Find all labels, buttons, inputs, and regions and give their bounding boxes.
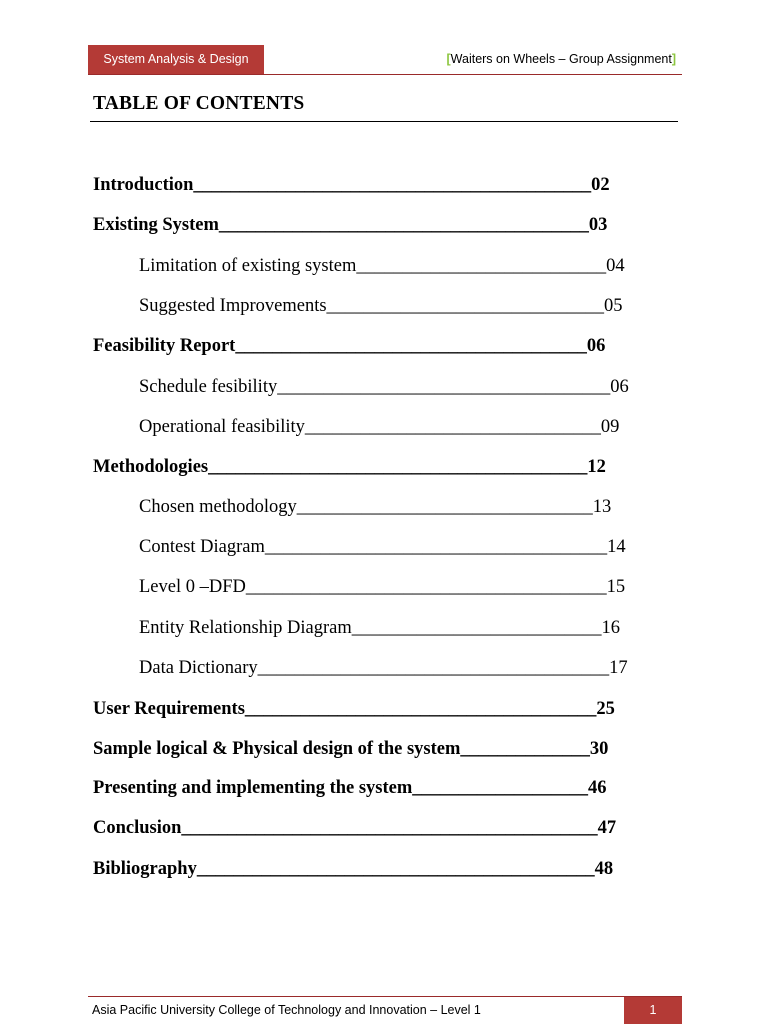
page-footer bbox=[88, 996, 682, 1024]
header-assignment-label: Waiters on Wheels – Group Assignment bbox=[450, 52, 672, 66]
toc-entry: Methodologies_________________________________________12 bbox=[93, 457, 606, 477]
toc-entry: Schedule fesibility____________________________________06 bbox=[139, 377, 629, 397]
toc-entry: Conclusion_____________________________________________47 bbox=[93, 818, 617, 838]
toc-entry: Feasibility Report______________________________________06 bbox=[93, 336, 606, 356]
toc-title: TABLE OF CONTENTS bbox=[93, 93, 305, 114]
footer-institution: Asia Pacific University College of Technology and Innovation – Level 1 bbox=[92, 1003, 481, 1017]
toc-entry: Entity Relationship Diagram___________________________16 bbox=[139, 618, 620, 638]
toc-entry: Sample logical & Physical design of the system______________30 bbox=[93, 739, 609, 759]
toc-entry: Level 0 –DFD_______________________________________15 bbox=[139, 577, 626, 597]
toc-entry: Chosen methodology________________________________13 bbox=[139, 497, 612, 517]
toc-entry: Presenting and implementing the system___________________46 bbox=[93, 778, 607, 798]
toc-entry: Limitation of existing system___________________________04 bbox=[139, 256, 625, 276]
toc-entry: Bibliography___________________________________________48 bbox=[93, 859, 614, 879]
header-bracket-open: [ bbox=[446, 52, 451, 66]
toc-entry: Data Dictionary______________________________________17 bbox=[139, 658, 628, 678]
toc-entry: Operational feasibility________________________________09 bbox=[139, 417, 620, 437]
header-section-label: System Analysis & Design bbox=[88, 45, 264, 74]
toc-entry: User Requirements______________________________________25 bbox=[93, 699, 615, 719]
header-bracket-close: ] bbox=[671, 52, 676, 66]
footer-page-number: 1 bbox=[624, 997, 682, 1024]
toc-entry: Introduction___________________________________________02 bbox=[93, 175, 610, 195]
toc-entry: Contest Diagram_____________________________________14 bbox=[139, 537, 626, 557]
toc-entry: Existing System________________________________________03 bbox=[93, 215, 608, 235]
toc-entry: Suggested Improvements______________________________05 bbox=[139, 296, 623, 316]
